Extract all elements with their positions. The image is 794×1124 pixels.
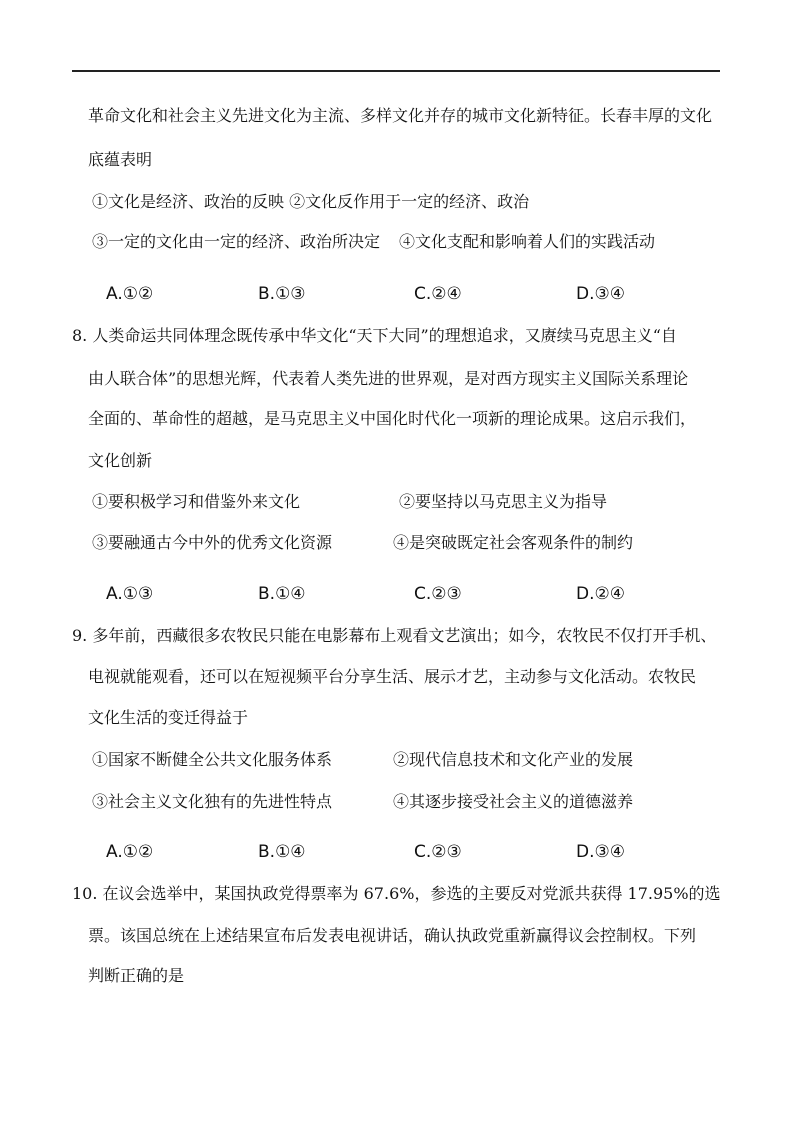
intro-answer-c: C.②④ bbox=[414, 284, 462, 304]
header-rule bbox=[72, 70, 720, 72]
q9-answer-c: C.②③ bbox=[414, 842, 462, 862]
intro-answer-a: A.①② bbox=[106, 284, 154, 304]
intro-option-4: ④文化支配和影响着人们的实践活动 bbox=[399, 232, 656, 251]
q9-answer-b: B.①④ bbox=[258, 842, 306, 862]
q9-option-4: ④其逐步接受社会主义的道德滋养 bbox=[393, 792, 634, 811]
q10-line-3: 判断正确的是 bbox=[88, 966, 185, 985]
intro-answer-d: D.③④ bbox=[576, 284, 625, 304]
q9-option-3: ③社会主义文化独有的先进性特点 bbox=[92, 792, 333, 811]
q9-answer-d: D.③④ bbox=[576, 842, 625, 862]
q8-option-3: ③要融通古今中外的优秀文化资源 bbox=[92, 533, 333, 552]
q8-line-4: 文化创新 bbox=[88, 451, 153, 470]
intro-option-3: ③一定的文化由一定的经济、政治所决定 bbox=[92, 232, 381, 251]
q8-option-4: ④是突破既定社会客观条件的制约 bbox=[393, 533, 634, 552]
q10-line-2: 票。该国总统在上述结果宣布后发表电视讲话，确认执政党重新赢得议会控制权。下列 bbox=[88, 926, 697, 945]
q9-line-2: 电视就能观看，还可以在短视频平台分享生活、展示才艺，主动参与文化活动。农牧民 bbox=[88, 667, 697, 686]
q8-line-3: 全面的、革命性的超越，是马克思主义中国化时代化一项新的理论成果。这启示我们， bbox=[88, 409, 697, 428]
intro-answer-b: B.①③ bbox=[258, 284, 306, 304]
q9-option-2: ②现代信息技术和文化产业的发展 bbox=[393, 750, 634, 769]
q9-line-1: 9. 多年前，西藏很多农牧民只能在电影幕布上观看文艺演出；如今，农牧民不仅打开手机、 bbox=[72, 626, 717, 645]
q8-option-2: ②要坚持以马克思主义为指导 bbox=[399, 492, 608, 511]
intro-line-1: 革命文化和社会主义先进文化为主流、多样文化并存的城市文化新特征。长春丰厚的文化 bbox=[88, 106, 713, 125]
q9-answer-a: A.①② bbox=[106, 842, 154, 862]
intro-line-2: 底蕴表明 bbox=[88, 150, 153, 169]
q9-line-3: 文化生活的变迁得益于 bbox=[88, 708, 249, 727]
q10-line-1: 10. 在议会选举中，某国执政党得票率为 67.6%，参选的主要反对党派共获得 17.95%的选 bbox=[72, 884, 721, 903]
q8-line-2: 由人联合体”的思想光辉，代表着人类先进的世界观，是对西方现实主义国际关系理论 bbox=[88, 369, 689, 388]
q9-option-1: ①国家不断健全公共文化服务体系 bbox=[92, 750, 333, 769]
q8-option-1: ①要积极学习和借鉴外来文化 bbox=[92, 492, 301, 511]
q8-answer-d: D.②④ bbox=[576, 584, 625, 604]
q8-answer-b: B.①④ bbox=[258, 584, 306, 604]
q8-answer-c: C.②③ bbox=[414, 584, 462, 604]
intro-options-row-1: ①文化是经济、政治的反映 ②文化反作用于一定的经济、政治 bbox=[92, 192, 530, 211]
q8-line-1: 8. 人类命运共同体理念既传承中华文化“天下大同”的理想追求，又赓续马克思主义“自 bbox=[72, 326, 677, 345]
q8-answer-a: A.①③ bbox=[106, 584, 154, 604]
